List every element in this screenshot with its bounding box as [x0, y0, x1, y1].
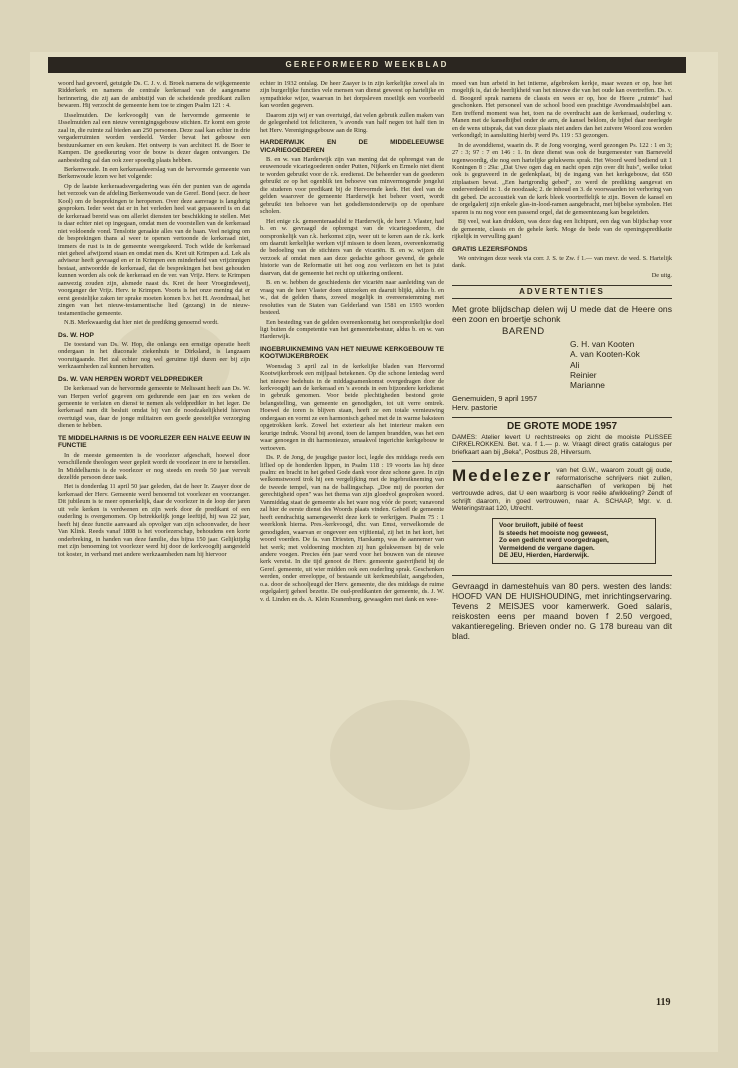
headline-harderwijk: HARDERWIJK EN DE MIDDELEEUWSE VICARIEGOEDEREN	[260, 139, 444, 154]
ad-medelezer-text: van het G.W., waarom zoudt gij oude, reformatorische schrijvers niet zullen, aanschaffen of verkopen bij het vertrouwde adres, dat U een waarborg is voor reële afwikkeling? Zendt of schrijft daarom, in goed vertrouwen, naar A. SCHAAP, Mgr. v. d. Weteringstraat 120, Utrecht.	[452, 467, 672, 513]
article-berkenwoude-intro: Berkenwoude. In een kerkeraadsverslag van de hervormde gemeente van Berkenwoude lezen we het volgende:	[58, 165, 250, 181]
poem-line: Voor bruiloft, jubilé of feest	[499, 522, 584, 529]
ad-mode-title: DE GROTE MODE 1957	[506, 421, 618, 433]
ad-household-vacancy: Gevraagd in damestehuis van 80 pers. westen des lands: HOOFD VAN DE HUISHOUDING, met inrichtingservaring. Tevens 2 MEISJES voor kamerwerk. Goed salaris, reiskosten eens per maand boven f 2.50 vergoed, vakantieregeling. Brieven onder no. G 178 bureau van dit blad.	[452, 580, 672, 641]
article-harderwijk-4: Een besteding van de gelden overeenkomstig het oorspronkelijke doel ligt buiten de competentie van het gemeentebestuur, aldus b. en w. van Harderwijk.	[260, 318, 444, 341]
article-paragraph: In de avonddienst, waarin ds. P. de Jong voorging, werd gezongen Ps. 122 : 1 en 3; 27 : 3; 97 : 7 en 146 : 1. In deze dienst was ook de burgemeester van Barneveld tegenwoordig, die nog een hartelijke gelukwens sprak. Het Woord werd bediend uit 1 Koningen 8 : 29a: „Dat Uwe ogen dag en nacht open zijn over dit huis", welke tekst ook is gegraveerd in de gedenkplaat, bij de ingang van het kerkgebouw, dat 650 zitplaatsen bevat. „Een hartgrondig gebed", zo werd de prediking aangevat en onderverdeeld in: 1. de noodzaak; 2. de inhoud en 3. de voorwaarden tot verhoring van dit gebed. De accoustiek van de kerk bleek voortreffelijk te zijn. Boven de kansel en de orgelgalerij zijn enkele glas-in-lood-ramen aangebracht, met bijbelse symbolen. Het sparen is nu nog voor een passend orgel, dat de gemeentezang kan begeleiden.	[452, 141, 672, 216]
family-member: Ali	[570, 359, 580, 370]
ad-medelezer-word: Medelezer	[452, 466, 553, 486]
family-member: Marianne	[570, 380, 605, 390]
ad-birth-announcement	[452, 304, 672, 418]
article-van-herpen: De kerkeraad van de hervormde gemeente te Melissant heeft aan Ds. W. van Herpen verlof gegeven om gedurende een jaar en zes weken de gemeente te verlaten en dienst te nemen als veldprediker in het leger. De kerkeraad nam dit besluit omdat bij van de noodzakelijkheid hiervan overtuigd was, daar de jonge militairen een goede geestelijke verzorging dienen te hebben.	[58, 385, 250, 430]
poem-line: Vermeldend de vergane dagen.	[499, 544, 595, 552]
family-member: G. H. van Kooten	[570, 339, 635, 350]
family-member: Reinier	[570, 369, 597, 380]
article-paragraph: echter in 1932 ontslag. De heer Zaayer is in zijn kerkelijke zowel als in zijn burgerlijke functies vele mensen van dienst geweest op hartelijke en sympathieke wijze, waarvan in het dorpsleven moeilijk een voorbeeld kan worden gegeven.	[260, 80, 444, 110]
article-harderwijk-2: Het enige r.k. gemeenteraadslid te Harderwijk, de heer J. Vlaster, had b. en w. gevraagd de opbrengst van de vicariegoederen, die oorspronkelijk van r.k. herkomst zijn, weer uit te keren aan de r.k. kerk om daaruit kerkelijke werken vijf missen te doen lezen, overeenkomstig de bedoeling van de stichters van de vicariën. B. en w. wijzen dit verzoek af omdat men aan deze gedachte gehoor gevend, de gehele historie van de Reformatie uit het oog zou verliezen en het is juist daarvan, dat de gemeente het recht op uitkering ontleent.	[260, 217, 444, 277]
article-paragraph: woord had gevoerd, getuigde Ds. C. J. v. d. Broek namens de wijkgemeente Ridderkerk en namens de centrale kerkeraad van de aangename herinnering, die zij aan de ambtstijd van de scheidende predikant zullen bewaren. Hij verzocht de gemeente hem toe te zingen Psalm 121 : 4.	[58, 80, 250, 110]
article-middelharnis-intro: In de meeste gemeenten is de voorlezer afgeschaft, hoewel door verschillende theologen weer gepleit wordt de voorlezer in ere te herstellen. In Middelharnis is de voorlezer er nog steeds en reeds 50 jaar vervult dezelfde persoon deze taak.	[58, 451, 250, 482]
column-right	[452, 80, 672, 641]
poem-line: Zo een gedicht werd voorgedragen,	[499, 537, 609, 545]
headline-kootwijkerbroek: INGEBRUIKNEMING VAN HET NIEUWE KERKGEBOUW TE KOOTWIJKERBROEK	[260, 345, 444, 361]
masthead-bar: GEREFORMEERD WEEKBLAD	[48, 57, 686, 73]
article-ijsselmuiden: IJsselmuiden. De kerkvoogdij van de hervormde gemeente te IJsselmuiden zal een nieuw verenigingsgebouw stichten. Er komt een grote zaal in, die ruimte zal bieden aan 250 personen. Deze zaal kan echter in drie vergaderruimten worden verdeeld. Verder bevat het gebouw een bestuurskamer en een keuken. Het ontwerp is van architect H. de Boer te Kampen. De goedkeuring voor de bouw is dezer dagen ontvangen. De aanbesteding zal dan ook zeer spoedig plaats hebben.	[58, 111, 250, 164]
article-paragraph: Bij veel, wat kan drukken, was deze dag een lichtpunt, een dag van blijdschap voor de gemeente, classis en de gehele kerk. Moge de bede van de openingspredikatie rijkelijk in vervulling gaan!	[452, 218, 672, 241]
article-gratis-lezersfonds: We ontvingen deze week via corr. J. S. te Zw. f 1.— van mevr. de wed. S. Hartelijk dank.	[452, 254, 672, 270]
headline-gratis-lezersfonds: GRATIS LEZERSFONDS	[452, 245, 528, 253]
headline-middelharnis: TE MIDDELHARNIS IS DE VOORLEZER EEN HALVE EEUW IN FUNCTIE	[58, 434, 250, 450]
family-member: A. van Kooten-Kok	[570, 349, 640, 360]
advertisements-heading: ADVERTENTIES	[452, 285, 672, 298]
ad-medelezer	[452, 467, 672, 576]
article-middelharnis-body: Het is donderdag 11 april 50 jaar geleden, dat de heer Ir. Zaayer door de kerkeraad der Herv. Gemeente werd benoemd tot voorlezer en voorzanger. Dit jubileum is te meer opmerkelijk, daar de voorlezer in de loop der jaren uit vele kerken is verdwenen en zijn werk door de predikant of een ouderling is overgenomen. Op betrekkelijk jonge leeftijd, hij was 22 jaar, heeft hij deze functie aanvaard als opvolger van zijn schoonvader, de heer Van Klink. Reeds vanaf 1808 is het voorlezerschap, behoudens een korte onderbreking, in handen van deze familie, dus bijna 150 jaar. Gelijktijdig met zijn benoeming tot voorlezer werd hij door de kerkvoogdij aangesteld tot koster, in verband met andere werkzaamheden nam hij hiervoor	[58, 483, 250, 558]
poem-line: Is steeds het mooiste nog geweest,	[499, 529, 609, 537]
paper-stain	[330, 700, 470, 810]
article-berkenwoude-note: N.B. Merkwaardig dat hier niet de prediking genoemd wordt.	[64, 319, 219, 327]
birth-address: Herv. pastorie	[452, 403, 498, 413]
article-harderwijk-1: B. en w. van Harderwijk zijn van mening dat de opbrengst van de eeuwenoude vicariegoederen onder Putten, Nijkerk en Ermelo niet dient te worden gebruikt voor de r.k. eredienst. De beheerder van de goederen gebruikt ze op het ogenblik ten behoeve van minvermogende jongelui die studeren voor predikant bij de Hervormde kerk. Het deel van de gelden waarover de gemeente Harderwijk het beheer voert, wordt gebruikt ten behoeve van het godsdienstonderwijs op de openbare scholen.	[260, 155, 444, 216]
headline-van-herpen: Ds. W. VAN HERPEN WORDT VELDPREDIKER	[58, 375, 203, 383]
article-berkenwoude-body: Op de laatste kerkeraadsvergadering was één der punten van de agenda het verzoek van de afdeling Berkenwoude van de Geref. Bond (secr. de heer Kool) om de besprekingen te heropenen. Over deze aanvrage is langdurig gesproken. Ieder weet dat er in het verleden heel wat gepasseerd is en dat de kerkeraad bereid was om allerlei diensten ter beschikking te stellen. Met is daar echter niet op ingegaan, omdat men de voorstellen van de kerkeraad niet voldoende vond. Tenslotte geraakte alles van de baan. Veel neiging om de besprekingen thans al weer te openen vertoonde de kerkeraad niet, immers de rust is in de gemeente weergekeerd. Toch wilde de kerkeraad niet geheel afwijzend staan en omdat men ds. Kret uit Krimpen a.d. Lek als adviseur heeft gevraagd en er in Krimpen een minderheid van vrijzinnigen bestaat, antwoordde de kerkeraad, dat de besprekingen het best gehouden kunnen worden als ook de kerkeraad en de ver. van Vrijz. Herv. te Krimpen aanwezig zouden zijn, alsmede naast ds. Kret de heer Vroegindeweij, voorganger der Vrijz. Herv. te Krimpen. Voorts is het onze mening dat er eerst geestelijke zaken ter sprake moeten komen b.v. het H. Avondmaal, het zingen van het nieuw-testamentische lied (gezang) in de nieuw-testamentische gemeente.	[58, 182, 250, 317]
article-hop: De toestand van Ds. W. Hop, die onlangs een ernstige operatie heeft ondergaan in het diaconale ziekenhuis te Dirksland, is langzaam vooruitgaande. Het zal echter nog wel geruime tijd duren eer bij zijn werkzaamheden zal kunnen hervatten.	[58, 340, 250, 371]
ad-poem-box	[492, 518, 656, 564]
ad-grote-mode	[452, 423, 672, 462]
page-number: 119	[656, 997, 671, 1008]
ad-mode-text: DAMES: Atelier levert U rechtstreeks op zicht de mooiste PLISSEE CIRKELROKKEN. Bet. v.a. f 1.— p. w. Vraagt direct gratis catalogus per briefkaart aan bij „Beka", Postbus 28, Hilversum.	[452, 433, 672, 456]
article-paragraph: Daarom zijn wij er van overtuigd, dat velen gebruik zullen maken van de gelegenheid tot feliciteren, 's avonds van half negen tot half tien in het Herv. Verenigingsgebouw aan de Ring.	[260, 111, 444, 134]
poem-line: DE JEU, Hierden, Harderwijk.	[499, 552, 589, 560]
column-left	[58, 80, 250, 560]
column-middle	[260, 80, 444, 605]
birth-child-name: BAREND	[502, 325, 545, 337]
signature-uitg: De uitg.	[651, 271, 672, 279]
article-kootwijkerbroek-1: Woensdag 3 april zal in de kerkelijke bladen van Hervormd Kootwijkerbroek een mijlpaal betekenen. Op die schone lentedag werd het nieuwe bedehuis in de middagsamenkomst overgedragen door de kerkvoogdij aan de kerkeraad en 's avonds in een bijzondere kerkdienst in gebruik genomen. Voor beide plechtigheden bestond grote belangstelling, van gemeente en genodigden, tot uit verre omtrek. Hoewel de toren is blijven staan, heeft ze een totale vernieuwing ondergaan en vormt ze een harmonisch geheel met de in warme baksteen opgetrokken kerk. Zowel het exterieur als het interieur maken een keurige indruk. Vooral bij avond, toen de lampen brandden, was het een waar genoegen in dit harmonieuze, smaakvol ingerichte kerkgebouw te vertoeven.	[260, 362, 444, 452]
headline-hop: Ds. W. HOP	[58, 331, 94, 339]
birth-family-list	[570, 339, 672, 390]
birth-place: Genemuiden, 9 april 1957	[452, 394, 538, 404]
article-paragraph: moed van hun arbeid in het intieme, afgebroken kerkje, maar wezen er op, hoe het mogelijk is, dat de heerlijkheid van het nieuwe die van het oude kan overtreffen. Ds. v. d. Boogerd sprak namens de classis en wees er op, hoe de Heere „ruimte" had geschonken. Het personeel van de school bood een prachtige Avondmaalsbijbel aan. Een treffend moment was het, toen na de overdracht aan de kerkeraad, ouderling v. Manen met de kanselbijbel onder de arm, de kansel beklom, de bijbel daar neerlegde en de wens uitsprak, dat van deze plaats niet anders dan het zuivere Woord zou worden verkondigd; in aansluiting hierbij werd Ps. 119 : 53 gezongen.	[452, 80, 672, 140]
article-harderwijk-3: B. en w. hebben de geschiedenis der vicariën naar aanleiding van de vraag van de heer Vlaster doen uitzoeken en daaruit blijkt, aldus b. en w., dat de gelden thans, zoveel mogelijk in overeenstemming met resoluties van de Staten van Gelderland van 1581 en 1593 worden besteed.	[260, 279, 444, 317]
birth-text: Met grote blijdschap delen wij U mede dat de Heere ons een zoon en broertje schonk	[452, 303, 672, 324]
birth-place-date	[452, 394, 672, 412]
article-kootwijkerbroek-2: Ds. P. de Jong, de jeugdige pastor loci, legde des middags reeds een liflied op de honderden lippen, in Psalm 118 : 19 voorts las hij deze psalm: en bracht in het gebed Gode dank voor deze schone gave. In zijn welkomstwoord trok hij een vergelijking met de ingebruikneming van de tweede tempel, van na de ballingschap. „Doe mij de poorten der gerechtigheid open" was het thema van zijn gloedvol gesproken woord. Vanmiddag staat de gemeente als het ware nog vóór de poort; vanavond zal hier de eerste dienst des Woords plaats vinden. Geheël de gemeente heeft eendrachtig samengewerkt deze kerk te verkrijgen. Psalm 75 : 1 weerklonk hierna. Pres.-kerkvoogd, dhr. van Emst, verwelkomde de genodigden, waarvan er ongeveer een vijftiental, zij het in het kort, het woord voerden. De fa. van Driesten, Harskamp, was de aannemer van het werk; met voldoening mochten zij hun gelukwensen bij de vele andere voegen. Precies één jaar werd voor het bouwen van de nieuwe kerk vereist. In die tijd genoot de Herv. gemeente gastvrijheid bij de Geref. gemeente, uit wier midden ook een ouderling sprak. Geschenken werden, onder enveloppe, of bestaande uit kerkmeubilair, aangeboden, o.a. door de schooljeugd der Herv. gemeente, die des middags de ruime orgelgalerij geheel bezette. De oud-predikanten der gemeente, ds. J. W. v. d. Linden en ds. A. Klein Kranenburg, gewaagden met dank en wee-	[260, 454, 444, 603]
